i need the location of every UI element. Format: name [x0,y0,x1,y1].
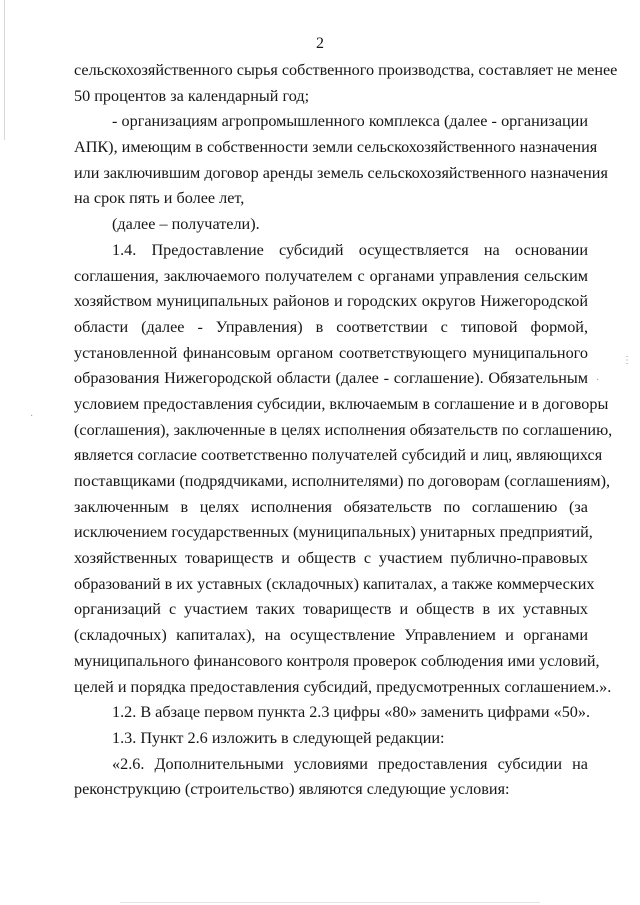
paragraph [74,726,588,752]
text-line: образований в их уставных (складочных) капиталах, а также коммерческих [74,574,595,593]
text-line: хозяйственных товариществ и обществ с участием публично-правовых [74,549,588,568]
paragraph [74,58,618,109]
text-line: (соглашения), заключенные в целях исполнения обязательств по соглашению, [74,420,613,439]
text-line: поставщиками (подрядчиками, исполнителями) по договорам (соглашениям), [74,472,611,490]
paragraph [74,752,588,803]
scan-edge-bottom [120,902,540,903]
document-body [74,58,618,803]
paragraph [74,238,613,700]
text-line: области (далее - Управления) в соответствии с типовой формой, [74,317,588,336]
text-line: является согласие соответственно получателей субсидий и лиц, являющихся [74,446,603,465]
text-line: (далее – получатели). [112,215,260,234]
scan-speck: ⋮ [622,355,632,366]
paragraph [74,212,588,238]
paragraph [74,700,591,726]
text-line: установленной финансовым органом соответствующего муниципального [74,343,588,362]
text-line: или заключившим договор аренды земель сельскохозяйственного назначения [74,163,608,182]
text-line: 1.2. В абзаце первом пункта 2.3 цифры «80» заменить цифрами «50». [112,703,591,722]
text-line: реконструкцию (строительство) являются следующие условия: [74,780,510,799]
text-line: муниципального финансового контроля проверок соблюдения ими условий, [74,651,600,670]
text-line: целей и порядка предоставления субсидий, предусмотренных соглашением.». [74,677,612,696]
paragraph [74,109,608,212]
scan-edge-left [4,0,5,140]
text-line: «2.6. Дополнительными условиями предоставления субсидии на [112,754,588,773]
scan-speck: · [30,411,34,422]
text-line: АПК), имеющим в собственности земли сельскохозяйственного назначения [74,138,598,157]
page-number: 2 [316,35,324,52]
text-line: условием предоставления субсидии, включаемым в соглашение и в договоры [74,394,609,413]
text-line: исключением государственных (муниципальных) унитарных предприятий, [74,523,593,542]
text-line: организаций с участием таких товариществ и обществ в их уставных [74,600,588,619]
text-line: 50 процентов за календарный год; [74,86,310,105]
text-line: заключенным в целях исполнения обязательств по соглашению (за [74,497,588,516]
text-line: хозяйством муниципальных районов и городских округов Нижегородской [74,292,588,311]
text-line: 1.4. Предоставление субсидий осуществляется на основании [112,240,588,259]
text-line: (складочных) капиталах), на осуществление Управлением и органами [74,626,588,645]
text-line: на срок пять и более лет, [74,189,245,208]
text-line: сельскохозяйственного сырья собственного производства, составляет не менее [74,61,618,79]
scan-speck: · [596,375,600,386]
text-line: соглашения, заключаемого получателем с органами управления сельским [74,266,588,285]
text-line: образования Нижегородской области (далее - соглашение). Обязательным [74,369,588,388]
text-line: - организациям агропромышленного комплекса (далее - организации [112,112,588,131]
text-line: 1.3. Пункт 2.6 изложить в следующей редакции: [112,728,445,747]
